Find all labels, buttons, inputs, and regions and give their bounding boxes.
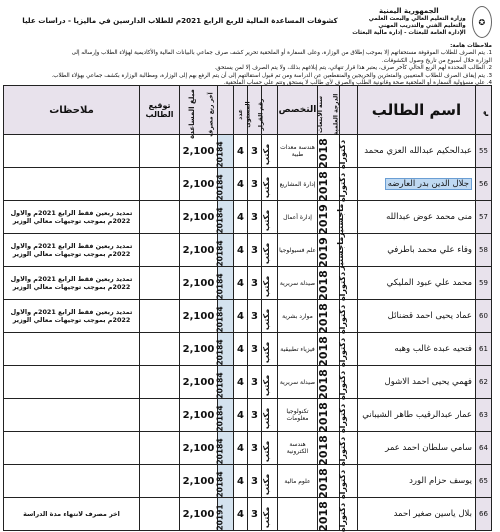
row-number: 56 — [476, 168, 492, 201]
row-number: 63 — [476, 399, 492, 432]
semester-cell: مكتب — [262, 234, 278, 267]
amount-cell: 2,100 — [180, 201, 218, 234]
table-row — [4, 498, 492, 531]
semester-cell: مكتب — [262, 432, 278, 465]
remarks-cell: اخر مصرف لانتهاء مدة الدراسة — [4, 498, 140, 531]
specialty-cell: هندسة معدات طبية — [278, 135, 318, 168]
table-row — [4, 267, 492, 300]
count-cell: 4 — [234, 234, 248, 267]
student-name: وفاء علي محمد باطرفي — [358, 234, 476, 267]
signature-cell — [140, 399, 180, 432]
table-row — [4, 333, 492, 366]
student-name: عماد يحيى احمد قضنائل — [358, 300, 476, 333]
remarks-cell — [4, 135, 140, 168]
payment-cell: 20184 — [218, 432, 234, 465]
table-row — [4, 366, 492, 399]
semester-cell: مكتب — [262, 366, 278, 399]
student-name: فتحيه عبده غالب وهبه — [358, 333, 476, 366]
signature-cell — [140, 333, 180, 366]
level-cell: 3 — [248, 432, 262, 465]
payment-cell: 20184 — [218, 234, 234, 267]
semester-cell: مكتب — [262, 333, 278, 366]
payment-cell: 20184 — [218, 168, 234, 201]
level-cell: 3 — [248, 168, 262, 201]
notes-section — [8, 43, 492, 87]
remarks-cell: تمديد ربعين فقط الرابع 2021م والاول 2022م بموجب توجيهات معالي الوزير — [4, 300, 140, 333]
signature-cell — [140, 300, 180, 333]
degree-cell: دكتوراه — [340, 465, 358, 498]
note-line: 1. يتم الصرف للطلاب الموقوفة مستحقاتهم إلا بموجب إطلاق من الوزارة، وعلى السفارة أو الملحقية تحرير كشف صرف جماعي بالبيانات المالية والأكاديمية لهؤلاء الطلاب وإرساله إلى — [71, 50, 492, 57]
student-name: عبدالحكيم عبدالله العزي محمد — [358, 135, 476, 168]
payment-cell: 20184 — [218, 465, 234, 498]
remarks-cell — [4, 399, 140, 432]
year-cell: 2018 — [318, 432, 340, 465]
remarks-cell — [4, 366, 140, 399]
semester-cell: مكتب — [262, 168, 278, 201]
header-degree: الدرجة العلمية — [340, 86, 358, 135]
level-cell: 3 — [248, 267, 262, 300]
student-name: سامي سلطان احمد عمر — [358, 432, 476, 465]
signature-cell — [140, 234, 180, 267]
remarks-cell — [4, 168, 140, 201]
document-header — [8, 6, 492, 42]
header-specialty: التخصص — [278, 86, 318, 135]
year-cell: 2019 — [318, 234, 340, 267]
specialty-cell: إدارة المشاريع — [278, 168, 318, 201]
amount-cell: 2,100 — [180, 498, 218, 531]
degree-cell: ماجستير — [340, 234, 358, 267]
amount-cell: 2,100 — [180, 465, 218, 498]
row-number: 59 — [476, 267, 492, 300]
degree-cell: دكتوراه — [340, 168, 358, 201]
emblem-icon: ✪ — [472, 6, 492, 38]
level-cell: 3 — [248, 234, 262, 267]
amount-cell: 2,100 — [180, 234, 218, 267]
signature-cell — [140, 267, 180, 300]
degree-cell: دكتوراه — [340, 135, 358, 168]
student-name: محمد علي عبود المليكي — [358, 267, 476, 300]
degree-cell: دكتوراه — [340, 498, 358, 531]
table-row — [4, 201, 492, 234]
note-line: الوزارة خلال أسبوع من تاريخ وصول الكشوفات. — [381, 57, 492, 64]
count-cell: 4 — [234, 465, 248, 498]
semester-cell: مكتب — [262, 201, 278, 234]
count-cell: 4 — [234, 135, 248, 168]
student-name: عمار عبدالرقيب طاهر الشيباني — [358, 399, 476, 432]
student-name: فهمي يحيى احمد الاشول — [358, 366, 476, 399]
signature-cell — [140, 201, 180, 234]
amount-cell: 2,100 — [180, 135, 218, 168]
row-number: 66 — [476, 498, 492, 531]
year-cell: 2018 — [318, 168, 340, 201]
payment-cell: 20184 — [218, 135, 234, 168]
header-level: المستوى — [248, 86, 262, 135]
semester-cell: مكتب — [262, 399, 278, 432]
count-cell: 4 — [234, 168, 248, 201]
signature-cell — [140, 135, 180, 168]
ministry-name: وزارة التعليم العالي والبحث العلمي والتعليم الفني والتدريب المهني — [368, 16, 466, 29]
remarks-cell: تمديد ربعين فقط الرابع 2021م والاول 2022م بموجب توجيهات معالي الوزير — [4, 267, 140, 300]
payment-cell: 20184 — [218, 201, 234, 234]
header-name: اسم الطالب — [358, 86, 476, 135]
row-number: 58 — [476, 234, 492, 267]
signature-cell — [140, 465, 180, 498]
specialty-cell: صيدلة سريرية — [278, 366, 318, 399]
student-name: جلال الدين بدر العارضه — [358, 168, 476, 201]
count-cell: 4 — [234, 201, 248, 234]
semester-cell: مكتب — [262, 135, 278, 168]
header-count: عدد — [234, 86, 248, 135]
amount-cell: 2,100 — [180, 168, 218, 201]
remarks-cell — [4, 432, 140, 465]
specialty-cell: صيدلة سريرية — [278, 267, 318, 300]
amount-cell: 2,100 — [180, 267, 218, 300]
payment-cell: 20184 — [218, 300, 234, 333]
specialty-cell: فيزياء تطبيقية — [278, 333, 318, 366]
amount-cell: 2,100 — [180, 333, 218, 366]
students-table — [3, 85, 492, 531]
year-cell: 2018 — [318, 135, 340, 168]
year-cell: 2018 — [318, 333, 340, 366]
specialty-cell: علم فسيولوجيا — [278, 234, 318, 267]
table-header-row — [4, 86, 492, 135]
semester-cell: مكتب — [262, 498, 278, 531]
amount-cell: 2,100 — [180, 432, 218, 465]
amount-cell: 2,100 — [180, 399, 218, 432]
year-cell: 2018 — [318, 267, 340, 300]
degree-cell: دكتوراه — [340, 300, 358, 333]
remarks-cell: تمديد ربعين فقط الرابع 2021م والاول 2022م بموجب توجيهات معالي الوزير — [4, 201, 140, 234]
payment-cell: 20191 — [218, 498, 234, 531]
level-cell: 3 — [248, 135, 262, 168]
table-row — [4, 465, 492, 498]
table-row — [4, 432, 492, 465]
degree-cell: ماجستير — [340, 201, 358, 234]
level-cell: 3 — [248, 366, 262, 399]
document-title: كشوفات المساعدة المالية للربع الرابع 2021م للطلاب الدارسين في ماليزيا - دراسات عليا — [22, 16, 338, 25]
remarks-cell — [4, 465, 140, 498]
count-cell: 4 — [234, 267, 248, 300]
signature-cell — [140, 498, 180, 531]
row-number: 55 — [476, 135, 492, 168]
amount-cell: 2,100 — [180, 366, 218, 399]
degree-cell: دكتوراه — [340, 333, 358, 366]
semester-cell: مكتب — [262, 300, 278, 333]
header-amount: مبلغ المساعدة — [180, 86, 218, 135]
level-cell: 3 — [248, 300, 262, 333]
table-row — [4, 168, 492, 201]
student-name: يوسف حزام الورد — [358, 465, 476, 498]
table-row — [4, 234, 492, 267]
specialty-cell: علوم مالية — [278, 465, 318, 498]
header-remarks: ملاحظات — [4, 86, 140, 135]
note-line: 3. يتم إيقاف الصرف للطلاب المتغيبين والمتعثرين والخريجين والمنقطعين عن الدراسة ومن تم قبول استقالتهم إلى أن يتم الرفع بهم إلى الوزارة، ومطالبة الوزارة بكشف جماعي بهؤلاء الطلاب. — [51, 72, 492, 79]
payment-cell: 20184 — [218, 366, 234, 399]
signature-cell — [140, 366, 180, 399]
row-number: 60 — [476, 300, 492, 333]
header-authority — [352, 6, 492, 38]
signature-cell — [140, 432, 180, 465]
payment-cell: 20184 — [218, 333, 234, 366]
semester-cell: مكتب — [262, 465, 278, 498]
row-number: 61 — [476, 333, 492, 366]
year-cell: 2019 — [318, 201, 340, 234]
semester-cell: مكتب — [262, 267, 278, 300]
row-number: 62 — [476, 366, 492, 399]
country-name: الجمهورية اليمنية — [379, 7, 439, 15]
year-cell: 2018 — [318, 465, 340, 498]
level-cell: 3 — [248, 465, 262, 498]
year-cell: 2018 — [318, 300, 340, 333]
amount-cell: 2,100 — [180, 300, 218, 333]
degree-cell: دكتوراه — [340, 399, 358, 432]
year-cell: 2018 — [318, 498, 340, 531]
note-line: 4. على مسؤولية السفارة أو الملحقية صحة وقانونية الطلب والصرف لأي طالب لا يستحق وتتم على حساب الملحقية. — [223, 80, 492, 87]
level-cell: 3 — [248, 399, 262, 432]
row-number: 57 — [476, 201, 492, 234]
header-semester: رقم القرار — [262, 86, 278, 135]
specialty-cell: تكنولوجيا معلومات — [278, 399, 318, 432]
degree-cell: دكتوراه — [340, 366, 358, 399]
year-cell: 2018 — [318, 399, 340, 432]
level-cell: 3 — [248, 201, 262, 234]
header-num: م — [476, 86, 492, 135]
count-cell: 4 — [234, 432, 248, 465]
specialty-cell: هندسة الكترونية — [278, 432, 318, 465]
note-line: 2. الطالب المحددة لهم الربع الحالي كآخر صرف، يعتبر هذا قرار تنهائي، يتم إبلاغهم بذلك، ولا يتم الصرف إلا لمن يستحق. — [214, 65, 492, 72]
degree-cell: دكتوراه — [340, 432, 358, 465]
count-cell: 4 — [234, 300, 248, 333]
table-row — [4, 135, 492, 168]
count-cell: 4 — [234, 399, 248, 432]
table-row — [4, 399, 492, 432]
payment-cell: 20184 — [218, 399, 234, 432]
remarks-cell — [4, 333, 140, 366]
payment-cell: 20184 — [218, 267, 234, 300]
student-name: منى محمد عوض عبدالله — [358, 201, 476, 234]
count-cell: 4 — [234, 366, 248, 399]
department-name: الإدارة العامة للبعثات - إدارة مالية البعثات — [352, 30, 466, 36]
row-number: 65 — [476, 465, 492, 498]
count-cell: 4 — [234, 498, 248, 531]
remarks-cell: تمديد ربعين فقط الرابع 2021م والاول 2022م بموجب توجيهات معالي الوزير — [4, 234, 140, 267]
table-row — [4, 300, 492, 333]
table-body — [4, 135, 492, 531]
year-cell: 2018 — [318, 366, 340, 399]
notes-title: ملاحظات هامة: — [450, 43, 492, 49]
specialty-cell: موارد بشرية — [278, 300, 318, 333]
header-payment: آخر ربع مصرف — [218, 86, 234, 135]
header-year: سنة الابتعاث — [318, 86, 340, 135]
specialty-cell: إدارة أعمال — [278, 201, 318, 234]
level-cell: 3 — [248, 333, 262, 366]
degree-cell: دكتوراه — [340, 267, 358, 300]
header-signature: توقيع الطالب — [140, 86, 180, 135]
count-cell: 4 — [234, 333, 248, 366]
student-name: بلال ياسين صغير احمد — [358, 498, 476, 531]
row-number: 64 — [476, 432, 492, 465]
level-cell: 3 — [248, 498, 262, 531]
signature-cell — [140, 168, 180, 201]
